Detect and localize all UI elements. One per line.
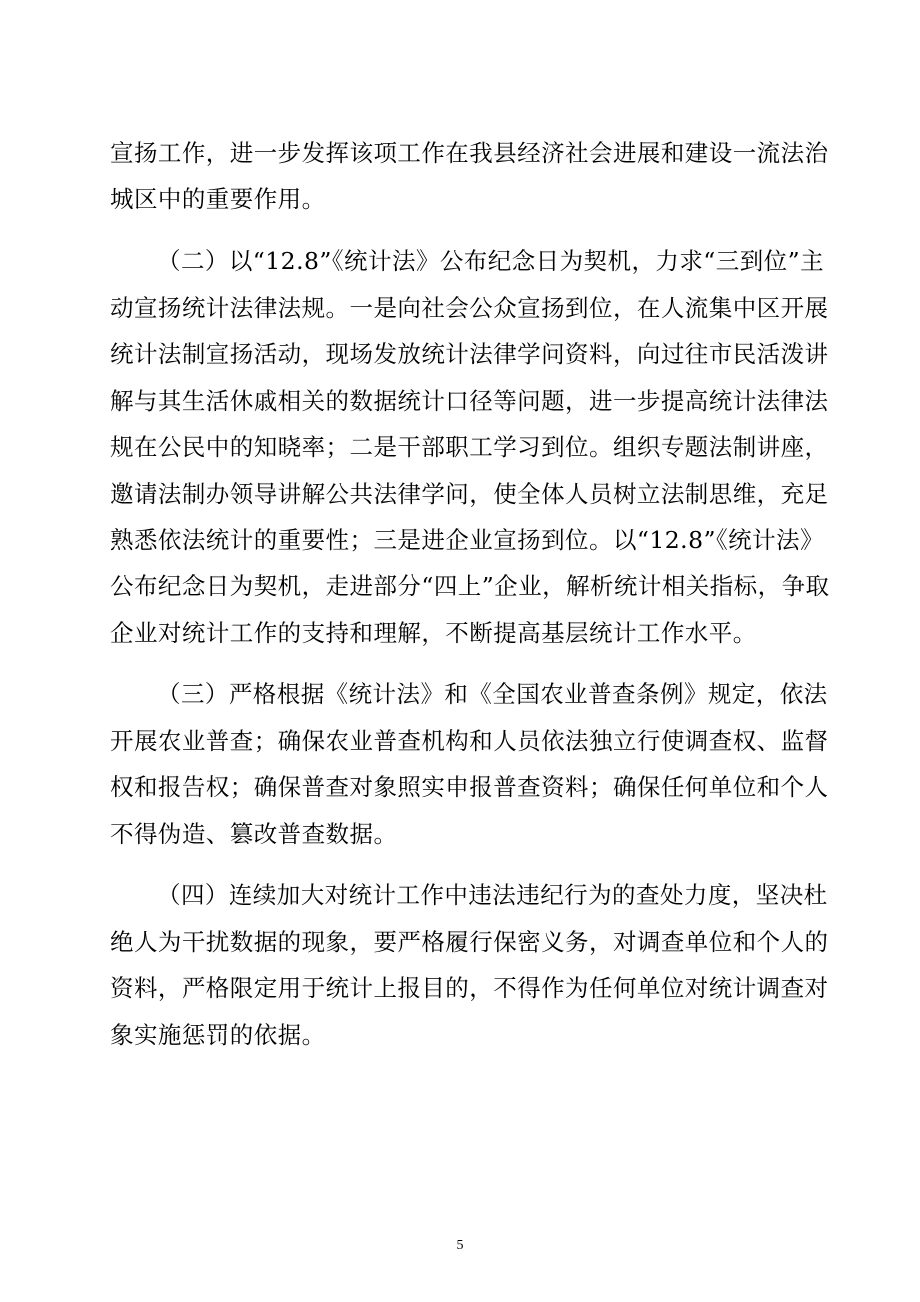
paragraph-line: 解与其生活休戚相关的数据统计口径等问题，进一步提高统计法律法 <box>110 387 829 415</box>
paragraph-line: 企业对统计工作的支持和理解，不断提高基层统计工作水平。 <box>110 619 757 647</box>
paragraph-line: （二）以“12.8”《统计法》公布纪念日为契机，力求“三到位”主 <box>157 247 825 275</box>
paragraph-line: 统计法制宣扬活动，现场发放统计法律学问资料，向过往市民活泼讲 <box>110 340 829 368</box>
paragraph-line: 不得伪造、篡改普查数据。 <box>110 820 398 848</box>
page-number: 5 <box>456 1238 464 1253</box>
paragraph-line: 资料，严格限定用于统计上报目的，不得作为任何单位对统计调查对 <box>110 974 829 1002</box>
paragraph-line: （三）严格根据《统计法》和《全国农业普查条例》规定，依法 <box>157 680 828 708</box>
paragraph-line: 规在公民中的知晓率；二是干部职工学习到位。组织专题法制讲座， <box>110 433 829 461</box>
paragraph-line: 熟悉依法统计的重要性；三是进企业宣扬到位。以“12.8”《统计法》 <box>110 526 824 554</box>
paragraph-line: 动宣扬统计法律法规。一是向社会公众宣扬到位，在人流集中区开展 <box>110 294 829 322</box>
paragraph-line: 绝人为干扰数据的现象，要严格履行保密义务，对调查单位和个人的 <box>110 928 829 956</box>
paragraph-line: （四）连续加大对统计工作中违法违纪行为的查处力度，坚决杜 <box>157 881 828 909</box>
paragraph-line: 开展农业普查；确保农业普查机构和人员依法独立行使调查权、监督 <box>110 727 829 755</box>
paragraph-line: 象实施惩罚的依据。 <box>110 1021 326 1049</box>
paragraph-line: 宣扬工作，进一步发挥该项工作在我县经济社会进展和建设一流法治 <box>110 139 829 167</box>
paragraph-line: 邀请法制办领导讲解公共法律学问，使全体人员树立法制思维，充足 <box>110 480 829 508</box>
paragraph-line: 公布纪念日为契机，走进部分“四上”企业，解析统计相关指标，争取 <box>110 572 830 600</box>
paragraph-line: 权和报告权；确保普查对象照实申报普查资料；确保任何单位和个人 <box>110 773 829 801</box>
paragraph-line: 城区中的重要作用。 <box>110 185 326 213</box>
